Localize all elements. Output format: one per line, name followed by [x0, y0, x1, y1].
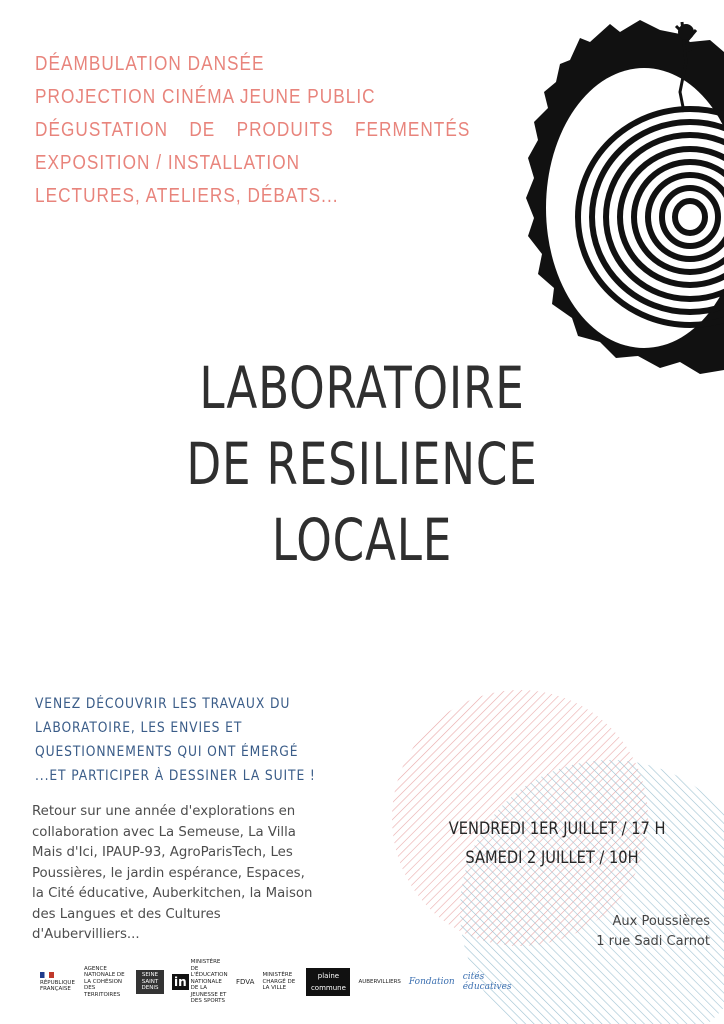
description-line: collaboration avec La Semeuse, La Villa [32, 824, 296, 840]
event-dates [432, 815, 672, 873]
main-title [0, 350, 724, 578]
invite-line: VENEZ DÉCOUVRIR LES TRAVAUX DU [35, 696, 291, 712]
cites-educatives-logo: cités éducatives [462, 972, 512, 992]
activities-list [35, 48, 471, 213]
description-line: Poussières, le jardin espérance, Espaces, [32, 865, 305, 881]
republique-francaise-logo: RÉPUBLIQUE FRANÇAISE [40, 972, 76, 993]
anct-logo: AGENCE NATIONALE DE LA COHÉSION DES TERRITOIRES [84, 965, 125, 998]
activity-item: EXPOSITION / INSTALLATION [35, 152, 301, 174]
description-line: la Cité éducative, Auberkitchen, la Maison [32, 886, 313, 901]
invitation-text [35, 692, 395, 788]
invite-line: LABORATOIRE, LES ENVIES ET [35, 720, 243, 736]
venue-address: 1 rue Sadi Carnot [596, 934, 710, 949]
seine-saint-denis-logo: SEINE SAINT DENIS [136, 970, 164, 994]
invite-line: QUESTIONNEMENTS QUI ONT ÉMERGÉ [35, 744, 299, 760]
fdva-logo: FDVA [236, 977, 255, 986]
date-line: VENDREDI 1ER JUILLET / 17 H [448, 819, 666, 839]
title-line: LOCALE [271, 506, 453, 574]
description-line: Mais d'Ici, IPAUP-93, AgroParisTech, Les [32, 845, 293, 860]
activity-item: DÉAMBULATION DANSÉE [35, 53, 265, 75]
title-line: LABORATOIRE [199, 354, 525, 422]
plaine-commune-logo: plaine commune [306, 968, 350, 996]
title-line: DE RESILIENCE [186, 430, 538, 498]
activity-item: LECTURES, ATELIERS, DÉBATS... [35, 185, 339, 207]
partner-logos [40, 959, 520, 1005]
date-line: SAMEDI 2 JUILLET / 10H [465, 848, 639, 868]
venue-name: Aux Poussières [612, 914, 710, 929]
activity-item: DÉGUSTATION DE PRODUITS FERMENTÉS [35, 119, 471, 141]
ministere-education-logo: in MINISTÈRE DE L'ÉDUCATION NATIONALE DE LA JEUNESSE ET DES SPORTS [174, 959, 228, 1005]
fondation-logo: Fondation [408, 977, 455, 987]
venue-block [510, 912, 710, 952]
ministere-ville-logo: MINISTÈRE CHARGÉ DE LA VILLE [262, 972, 296, 992]
description-line: Retour sur une année d'explorations en [32, 804, 296, 819]
description-line: d'Aubervilliers... [32, 927, 140, 942]
tree-ring-illustration [520, 12, 724, 382]
description-paragraph [32, 802, 332, 946]
activity-item: PROJECTION CINÉMA JEUNE PUBLIC [35, 86, 376, 108]
aubervilliers-logo: AUBERVILLIERS [358, 978, 401, 985]
description-line: des Langues et des Cultures [32, 906, 221, 922]
invite-line: ...ET PARTICIPER À DESSINER LA SUITE ! [35, 768, 316, 784]
